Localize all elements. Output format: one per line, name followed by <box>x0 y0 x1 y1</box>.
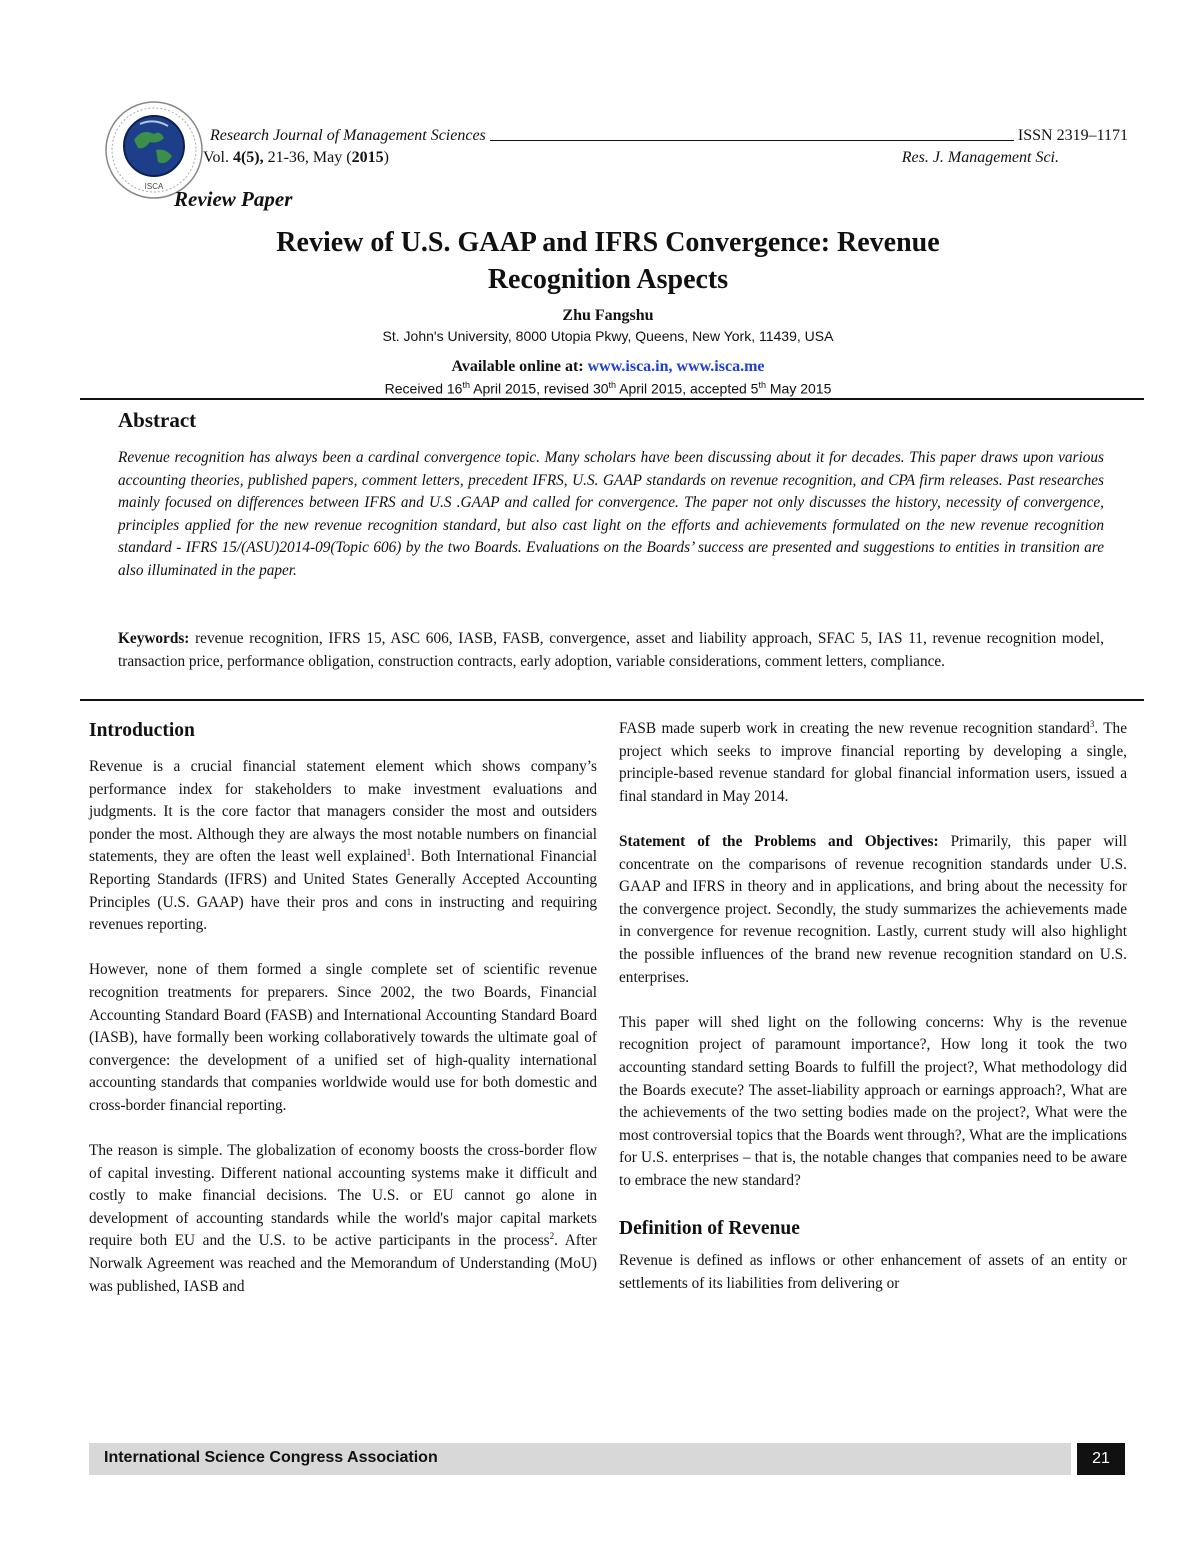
page-number: 21 <box>1077 1443 1125 1475</box>
availability-line <box>100 358 1116 376</box>
volume-header <box>203 149 1059 167</box>
problems-objectives-label: Statement of the Problems and Objectives: <box>619 832 939 850</box>
intro-paragraph-1: Revenue is a crucial financial statement element which shows company’s performance index for stakeholders to make investment evaluations and judgments. It is the core factor that managers consider the most and outsiders ponder the most. Although they are always the most notable numbers on financial statements, they are often the least well explained$^1$. Both International Financial Reporting Standards (IFRS) and United States Generally Accepted Accounting Principles (U.S. GAAP) have their pros and cons in instructing and requiring revenues reporting. <box>89 758 598 934</box>
keywords-label: Keywords: <box>118 630 190 647</box>
abstract-text: Revenue recognition has always been a cardinal convergence topic. Many scholars have been discussing about it for decades. This paper draws upon various accounting theories, published papers, comment letters, precedent IFRS, U.S. GAAP standards on revenue recognition, and CPA firm releases. Past researches mainly focused on differences between IFRS and U.S .GAAP and called for convergence. The paper not only discusses the history, necessity of convergence, principles applied for the new revenue recognition standard, but also cast light on the efforts and achievements formulated on the new revenue recognition standard - IFRS 15/(ASU)2014-09(Topic 606) by the two Boards. Evaluations on the Boards’ success are presented and suggestions to entities in transition are also illuminated in the paper. <box>118 449 1104 579</box>
keywords <box>118 628 1104 673</box>
header-rule <box>490 140 1014 141</box>
journal-logo <box>104 100 204 200</box>
intro-paragraph-3: The reason is simple. The globalization of economy boosts the cross-border flow of capital investing. Different national accounting systems make it difficult and costly to make financial decisions. The U.S. or EU cannot go alone in development of accounting standards while the world's major capital markets require both EU and the U.S. to be active participants in the process$^2$. After Norwalk Agreement was reached and the Memorandum of Understanding (MoU) was published, IASB and <box>89 1142 597 1295</box>
paper-type: Review Paper <box>174 187 293 211</box>
problems-objectives-paragraph: Statement of the Problems and Objectives: Primarily, this paper will concentrate on the comparisons of revenue recognition standards under U.S. GAAP and IFRS in theory and in applications, and bring about the necessity for the convergence project. Secondly, the study summarizes the achievements made in convergence for revenue recognition. Lastly, current study will also highlight the possible influences of the brand new revenue recognition standard on U.S. enterprises. <box>619 832 1127 986</box>
journal-abbrev: Res. J. Management Sci. <box>901 149 1059 166</box>
online-links[interactable]: www.isca.in, www.isca.me <box>587 358 765 375</box>
left-column <box>89 718 597 1298</box>
issn: ISSN 2319–1171 <box>1017 127 1128 144</box>
introduction-heading: Introduction <box>89 720 195 741</box>
journal-name: Research Journal of Management Sciences <box>210 127 486 144</box>
abstract-top-rule <box>80 398 1144 400</box>
title-line-1: Review of U.S. GAAP and IFRS Convergence: Revenue <box>276 227 940 258</box>
volume-info: Vol. 4(5), 21-36, May (2015) <box>203 149 389 166</box>
author-name: Zhu Fangshu <box>562 307 654 324</box>
paper-title <box>100 224 1116 298</box>
online-label: Available online at: <box>451 358 588 375</box>
journal-header <box>210 123 1128 145</box>
intro-paragraph-2: However, none of them formed a single complete set of scientific revenue recognition treatments for preparers. Since 2002, the two Boards, Financial Accounting Standard Board (FASB) and International Accounting Standard Board (IASB), have formally been working collaboratively towards the ultimate goal of convergence: the development of a unified set of high-quality international accounting standards that companies worldwide would use for both domestic and cross-border financial reporting. <box>89 961 597 1114</box>
definition-paragraph: Revenue is defined as inflows or other enhancement of assets of an entity or settlements of its liabilities from delivering or <box>619 1252 1127 1293</box>
footer-organization: International Science Congress Association <box>104 1449 438 1466</box>
abstract-bottom-rule <box>80 699 1144 701</box>
concerns-paragraph: This paper will shed light on the following concerns: Why is the revenue recognition project of paramount importance?, How long it took the two accounting standard setting Boards to fulfill the project?, What methodology did the Boards execute? The asset-liability approach or earnings approach?, What are the achievements of the two setting bodies made on the project?, What were the most controversial topics that the Boards went through?, What are the implications for U.S. enterprises – that is, the notable changes that companies need to be aware to embrace the new standard? <box>619 1013 1127 1189</box>
logo-text: ISCA <box>144 182 164 191</box>
keywords-list: revenue recognition, IFRS 15, ASC 606, IASB, FASB, convergence, asset and liability approach, SFAC 5, IAS 11, revenue recognition model, transaction price, performance obligation, construction contracts, early adoption, variable considerations, comment letters, compliance. <box>118 630 1104 670</box>
intro-paragraph-4: FASB made superb work in creating the new revenue recognition standard$^3$. The project which seeks to improve financial reporting by developing a single, principle-based revenue standard for global financial information users, issued a final standard in May 2014. <box>619 718 1127 805</box>
definition-heading: Definition of Revenue <box>619 1218 800 1240</box>
author-affiliation: St. John's University, 8000 Utopia Pkwy, Queens, New York, 11439, USA <box>382 328 834 344</box>
right-column <box>619 718 1127 1296</box>
title-line-2: Recognition Aspects <box>487 264 729 295</box>
received-dates: Received 16th April 2015, revised 30th April 2015, accepted 5th May 2015 <box>384 380 832 397</box>
abstract-heading: Abstract <box>118 408 197 432</box>
